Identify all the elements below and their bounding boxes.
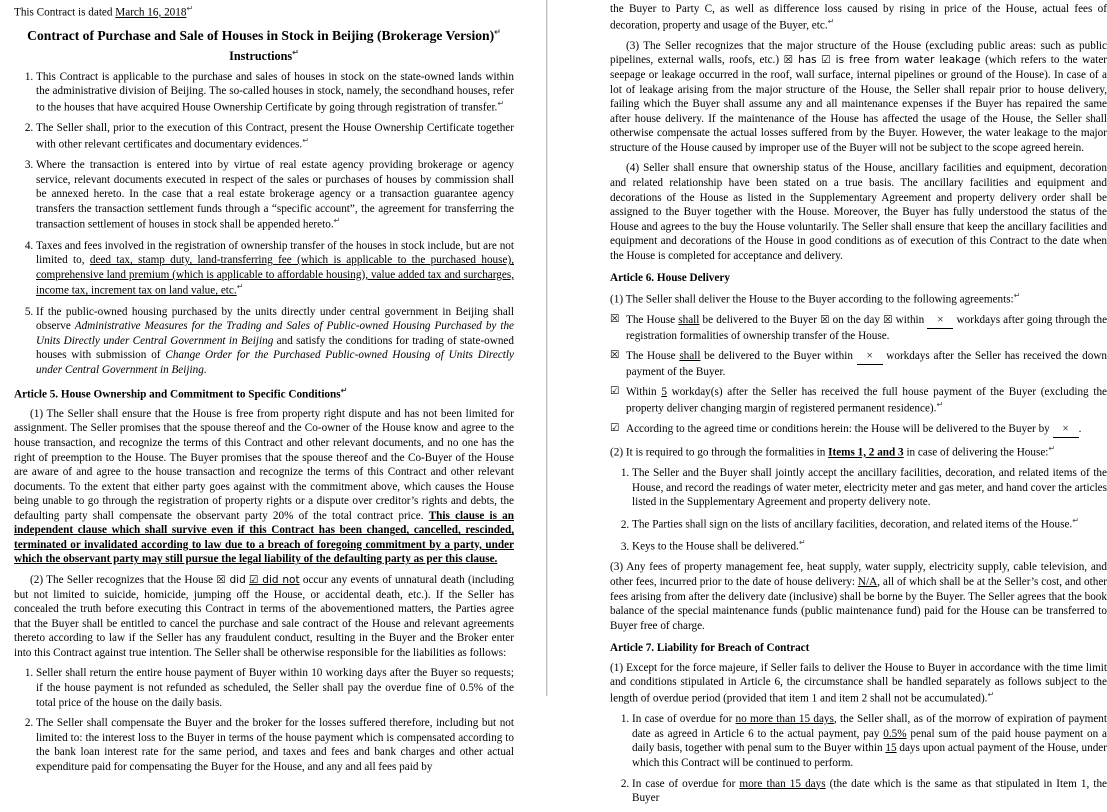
article-7-paragraph-1: (1) Except for the force majeure, if Seller fails to deliver the House to Buyer in accordance with the time limit and conditions stipulated in Article 6, the circumstance shall be handled separately as follows subject to the length of overdue period (provided that item 1 and item 2 shall not be accumulated).↵ — [610, 661, 1107, 705]
liability-item-1: 1. Seller shall return the entire house payment of Buyer within 10 working days after the Buyer so requests; if the house payment is not refunded as scheduled, the Seller shall pay the overdue fine of 0.5% of the total price of the house on the daily basis. — [36, 666, 514, 710]
right-column — [610, 0, 1107, 812]
article-6-delivery-options — [610, 313, 1107, 438]
delivery-option-4[interactable]: ☑ According to the agreed time or conditions herein: the House will be delivered to the Buyer by × . — [610, 422, 1107, 438]
edit-mark: ↵ — [497, 99, 505, 109]
article-6-paragraph-2: (2) It is required to go through the formalities in Items 1, 2 and 3 in case of delivering the House:↵ — [610, 443, 1056, 459]
checkbox-option-1[interactable]: ☒ — [610, 313, 620, 326]
edit-mark: ↵ — [827, 16, 835, 26]
article-6-heading: Article 6. House Delivery — [610, 272, 730, 285]
checkbox-did-not[interactable]: ☑ did not — [249, 574, 300, 586]
instructions-heading: Instructions↵ — [229, 47, 299, 64]
instruction-item-4: 4. Taxes and fees involved in the registration of ownership transfer of the houses in stock include, but are not limited to, deed tax, stamp duty, land-transferring fee (which is applicable to the purchased house), comprehensive land premium (which is applicable to affordable housing), value added tax and surcharges, income tax, increment tax on land value, etc.↵ — [36, 239, 514, 299]
liability-item-2: 2. The Seller shall compensate the Buyer and the broker for the losses suffered therefore, including but not limited to: the interest loss to the Buyer in terms of the house payment which is compensated according to the bank loan interest rate for the same period, and taxes and fees and bank charges and other actual expenditure paid for compensating the Buyer for the House, and any and all fees paid by — [36, 716, 514, 774]
article-5-paragraph-1: (1) The Seller shall ensure that the House is free from property right dispute and has not been limited for assignment. The Seller promises that the spouse thereof and the Co-owner of the House know and agree to the house transaction, and recognize the terms of this Contract and other relevant documents, and no one has the right of preemption to the House. The Buyer promises that the spouse thereof and the Co-Buyer of the House are aware of and agree to the house transaction and recognize the terms of this Contract and other relevant documents. To the extent that either party goes against with the commitment above, which causes the House being unable to go through the registration of property rights or a dispute over creditor’s rights and debts, the defaulting party shall compensate the observant party 20% of the total contract price. This clause is an independent clause which shall survive even if this Contract has been changed, cancelled, rescinded, terminated or invalidated according to law due to a breach of foregoing commitment by a party, under which the observant party may still pursue the legal liability of the defaulting party as per this clause. — [14, 407, 514, 566]
article-6-formalities-list — [610, 466, 1107, 554]
checkbox-option-2[interactable]: ☒ — [610, 349, 620, 362]
article-7-item-1: 1. In case of overdue for no more than 15 days, the Seller shall, as of the morrow of expiration of payment date as agreed in Article 6 to the actual payment, pay 0.5% penal sum of the paid house payment on a daily basis, together with penal sum to the Buyer within 15 days upon actual payment of the House, under which this Contract will be continued to perform. — [632, 712, 1107, 770]
article-5-heading: Article 5. House Ownership and Commitment to Specific Conditions↵ — [14, 385, 348, 401]
article-7-item-2: 2. In case of overdue for more than 15 days (the date which is the same as that stipulated in Item 1, the Buyer — [632, 777, 1107, 806]
checkbox-has-leakage[interactable]: ☒ has — [783, 54, 817, 67]
edit-mark: ↵ — [798, 538, 806, 548]
article-6-paragraph-1: (1) The Seller shall deliver the House to the Buyer according to the following agreements:↵ — [610, 290, 1021, 306]
edit-mark: ↵ — [494, 27, 501, 37]
checkbox-option-4[interactable]: ☑ — [610, 422, 620, 435]
instruction-item-1: 1. This Contract is applicable to the purchase and sales of houses in stock on the state-owned lands within the administrative division of Beijing. The so-called houses in stock, namely, the secondhand houses, refer to the houses that have acquired House Ownership Certificate by going through registration of transfer.↵ — [36, 70, 514, 115]
article-7-items — [610, 712, 1107, 805]
blank-field-3[interactable]: 5 — [661, 386, 667, 399]
instructions-list — [14, 70, 514, 378]
edit-mark: ↵ — [1013, 290, 1021, 300]
article-5-liability-list — [14, 666, 514, 774]
formality-item-2: 2. The Parties shall sign on the lists of ancillary facilities, decoration, and related items of the House.↵ — [632, 516, 1107, 532]
article-6-paragraph-3: (3) Any fees of property management fee, heat supply, water supply, electricity supply, cable television, and other fees, incurred prior to the date of house delivery: N/A, all of which shall be at the Seller’s cost, and other fees arising from after the delivery date (inclusive) shall be borne by the Buyer. The Seller agrees that the book balance of the special maintenance funds (public maintenance fund) paid for the House can be transferred to Buyer free of charge. — [610, 561, 1107, 632]
date-line — [14, 4, 514, 20]
checkbox-did[interactable]: ☒ did — [216, 574, 246, 586]
delivery-option-1[interactable]: ☒ The House shall be delivered to the Buyer ☒ on the day ☒ within × workdays after going through the registration formalities of ownership transfer of the House. — [610, 313, 1107, 342]
date-prefix: This Contract is dated — [14, 6, 116, 19]
column-divider-shadow — [547, 0, 548, 696]
edit-mark: ↵ — [1048, 443, 1056, 453]
edit-mark: ↵ — [987, 689, 995, 699]
article-5-paragraph-4: (4) Seller shall ensure that ownership status of the House, ancillary facilities and equipment, decoration and related relationship have been stated on a true basis. The ancillary facilities and equipment and decorations of the House as listed in the Supplementary Agreement and property delivery order shall be assigned to the Buyer together with the House. Moreover, the Buyer has fully understood the status of the House and agrees to the buy the House voluntarily. The Seller shall ensure that keep the ancillary facilities and equipment and decorations of the House in good conditions as of execution of this Contract to the date when the House is completed for acceptance and delivery. — [610, 162, 1107, 262]
edit-mark: ↵ — [302, 135, 309, 145]
edit-mark: ↵ — [1072, 515, 1079, 525]
left-column — [14, 0, 514, 780]
document-title: Contract of Purchase and Sale of Houses in Stock in Beijing (Brokerage Version)↵ — [27, 27, 501, 44]
checkbox-within[interactable]: ☒ — [883, 314, 893, 327]
edit-mark: ↵ — [936, 400, 944, 410]
checkbox-on-the-day[interactable]: ☒ — [820, 314, 830, 327]
blank-field-2[interactable]: × — [857, 349, 883, 365]
article-7-heading: Article 7. Liability for Breach of Contract — [610, 642, 810, 655]
article-5-paragraph-3: (3) The Seller recognizes that the major structure of the House (excluding public areas: such as public pipelines, external walls, roofs, etc.) ☒ has ☑ is free from water leakage (which refers to the water seepage or leakage occurred in the roof, wall surface, internal pipelines or ground of the House). In case of a lot of leakage arising from the major structure of the House, the Seller shall repair prior to house delivery, failing which the Buyer shall assume any and all maintenance expenses if the Buyer has repaired the same after house delivery. If the maintenance of the House has affected the usage of the House, the Seller shall otherwise compensate the actual losses suffered from by the Buyer. However, the water leakage to the major structure of the House caused by improper use of the Buyer will not be subject to the scope agreed herein. — [610, 39, 1107, 154]
continuation-paragraph: the Buyer to Party C, as well as difference loss caused by rising in price of the House, actual fees of decoration, property and usage of the Buyer, etc.↵ — [610, 3, 1107, 32]
formality-item-3: 3. Keys to the House shall be delivered.↵ — [632, 538, 1107, 554]
edit-mark: ↵ — [333, 216, 341, 226]
instruction-item-2: 2. The Seller shall, prior to the execution of this Contract, present the House Ownership Certificate together with other relevant certificates and documentary evidences.↵ — [36, 121, 514, 152]
article-5-paragraph-2: (2) The Seller recognizes that the House ☒ did ☑ did not occur any events of unnatural death (including but not limited to suicide, homicide, jumping off the House, or accidental death, etc.). If the Seller has concealed the truth before executing this Contract in terms of the abovementioned matters, the Parties agree that the Buyer shall be entitled to cancel the purchase and sale contract of the House and relevant agreements thereto according to law if the Seller has any fraudulent conduct, resulting in the Buyer and the Broker enter into this Contract against true intention. The Seller shall be otherwise responsible for the liabilities as follows: — [14, 574, 514, 659]
edit-mark: ↵ — [292, 47, 299, 57]
fee-blank[interactable]: N/A — [857, 576, 878, 589]
edit-mark: ↵ — [186, 4, 194, 13]
date-value: March 16, 2018 — [115, 6, 187, 19]
edit-mark: ↵ — [340, 385, 348, 395]
blank-field-1[interactable]: × — [927, 313, 953, 329]
delivery-option-3[interactable]: ☑ Within 5 workday(s) after the Seller has received the full house payment of the Buyer (excluding the property deliver changing margin of registered permanent residence).↵ — [610, 385, 1107, 415]
formality-item-1: 1. The Seller and the Buyer shall jointly accept the ancillary facilities, decoration, and related items of the House, and record the readings of water meter, electricity meter and gas meter, and hand cover the articles listed in the Supplementary Agreement and property delivery note. — [632, 466, 1107, 510]
edit-mark: ↵ — [236, 282, 244, 292]
checkbox-option-3[interactable]: ☑ — [610, 385, 620, 398]
delivery-option-2[interactable]: ☒ The House shall be delivered to the Buyer within × workdays after the Seller has received the down payment of the Buyer. — [610, 349, 1107, 378]
blank-field-4[interactable]: × — [1053, 422, 1079, 438]
instruction-item-3: 3. Where the transaction is entered into by virtue of real estate agency providing brokerage or agency service, relevant documents executed in respect of the sales or purchases of houses by commission shall be annexed hereto. In the case that a real estate brokerage agency or a transaction guarantee agency transfers the transaction settlement funds through a “specific account”, the agreement for transferring the transaction settlement of houses in stock shall be appended hereto.↵ — [36, 158, 514, 233]
checkbox-free-from-leakage[interactable]: ☑ is free from water leakage — [821, 54, 981, 67]
instruction-item-5: 5. If the public-owned housing purchased by the units directly under central government in Beijing shall observe Administrative Measures for the Trading and Sales of Public-owned Housing Purchased by the Units Directly under Central Government in Beijing and satisfy the conditions for trading of state-owned houses with submission of Change Order for the Purchased Public-owned Housing of Units Directly under Central Government in Beijing. — [36, 305, 514, 378]
